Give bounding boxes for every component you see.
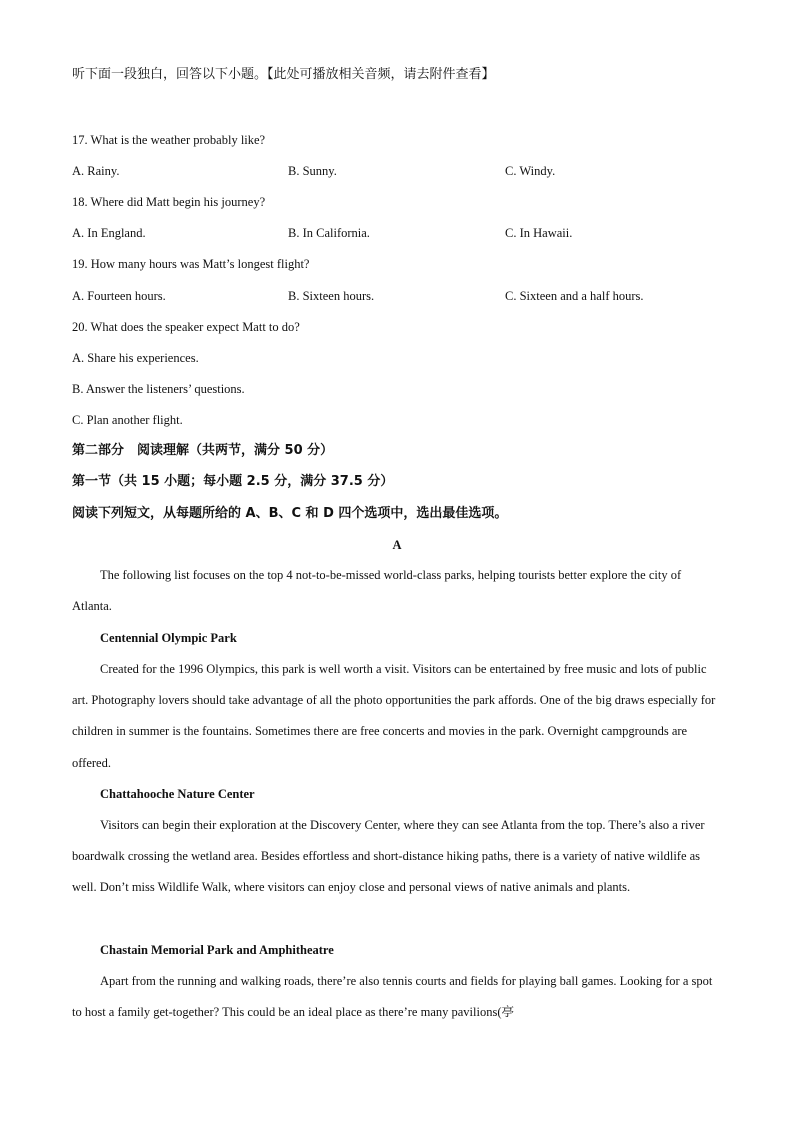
passage-label: A [392,538,402,552]
q18-option-b: B. In California. [288,226,370,240]
q17-option-b: B. Sunny. [288,164,337,178]
park-text-2: Visitors can begin their exploration at the Discovery Center, where they can see Atlanta from the top. There’s also a river boardwalk crossing the wetland area. Besides effortless and short-distance hiking paths, there is a variety of native wildlife as well. Don’t miss Wildlife Walk, where visitors can enjoy close and personal views of native animals and plants. [72,818,705,895]
park-text-1: Created for the 1996 Olympics, this park is well worth a visit. Visitors can be entertained by free music and lots of public art. Photography lovers should take advantage of all the photo opportunities the park affords. One of the big draws especially for children in summer is the fountains. Sometimes there are free concerts and movies in the park. Overnight campgrounds are offered. [72,662,716,770]
question-18: 18. Where did Matt begin his journey? [72,195,266,209]
q17-option-c: C. Windy. [505,164,556,178]
park-heading-2: Chattahooche Nature Center [100,787,255,801]
park-heading-3: Chastain Memorial Park and Amphitheatre [100,943,334,957]
reading-instruction: 阅读下列短文，从每题所给的 A、B、C 和 D 四个选项中，选出最佳选项。 [72,506,508,521]
q19-option-b: B. Sixteen hours. [288,289,375,303]
listening-intro: 听下面一段独白，回答以下小题。【此处可播放相关音频，请去附件查看】 [72,67,495,82]
q20-option-a: A. Share his experiences. [72,351,199,365]
q18-option-a: A. In England. [72,226,146,240]
q20-option-b: B. Answer the listeners’ questions. [72,382,245,396]
section1-heading: 第一节（共 15 小题；每小题 2.5 分，满分 37.5 分） [72,474,394,489]
q18-option-c: C. In Hawaii. [505,226,573,240]
passage-intro: The following list focuses on the top 4 not-to-be-missed world-class parks, helping tourists better explore the city of Atlanta. [72,568,682,614]
question-19: 19. How many hours was Matt’s longest flight? [72,257,310,271]
q20-option-c: C. Plan another flight. [72,413,183,427]
park-heading-1: Centennial Olympic Park [100,631,237,645]
q19-option-a: A. Fourteen hours. [72,289,166,303]
question-17: 17. What is the weather probably like? [72,133,266,147]
q17-option-a: A. Rainy. [72,164,120,178]
q19-option-c: C. Sixteen and a half hours. [505,289,644,303]
part2-heading: 第二部分 阅读理解（共两节，满分 50 分） [72,443,334,458]
question-20: 20. What does the speaker expect Matt to do? [72,320,300,334]
park-text-3: Apart from the running and walking roads, there’re also tennis courts and fields for playing ball games. Looking for a spot to host a family get-together? This could be an ideal place as there’re many pavilions(亭 [72,974,713,1020]
